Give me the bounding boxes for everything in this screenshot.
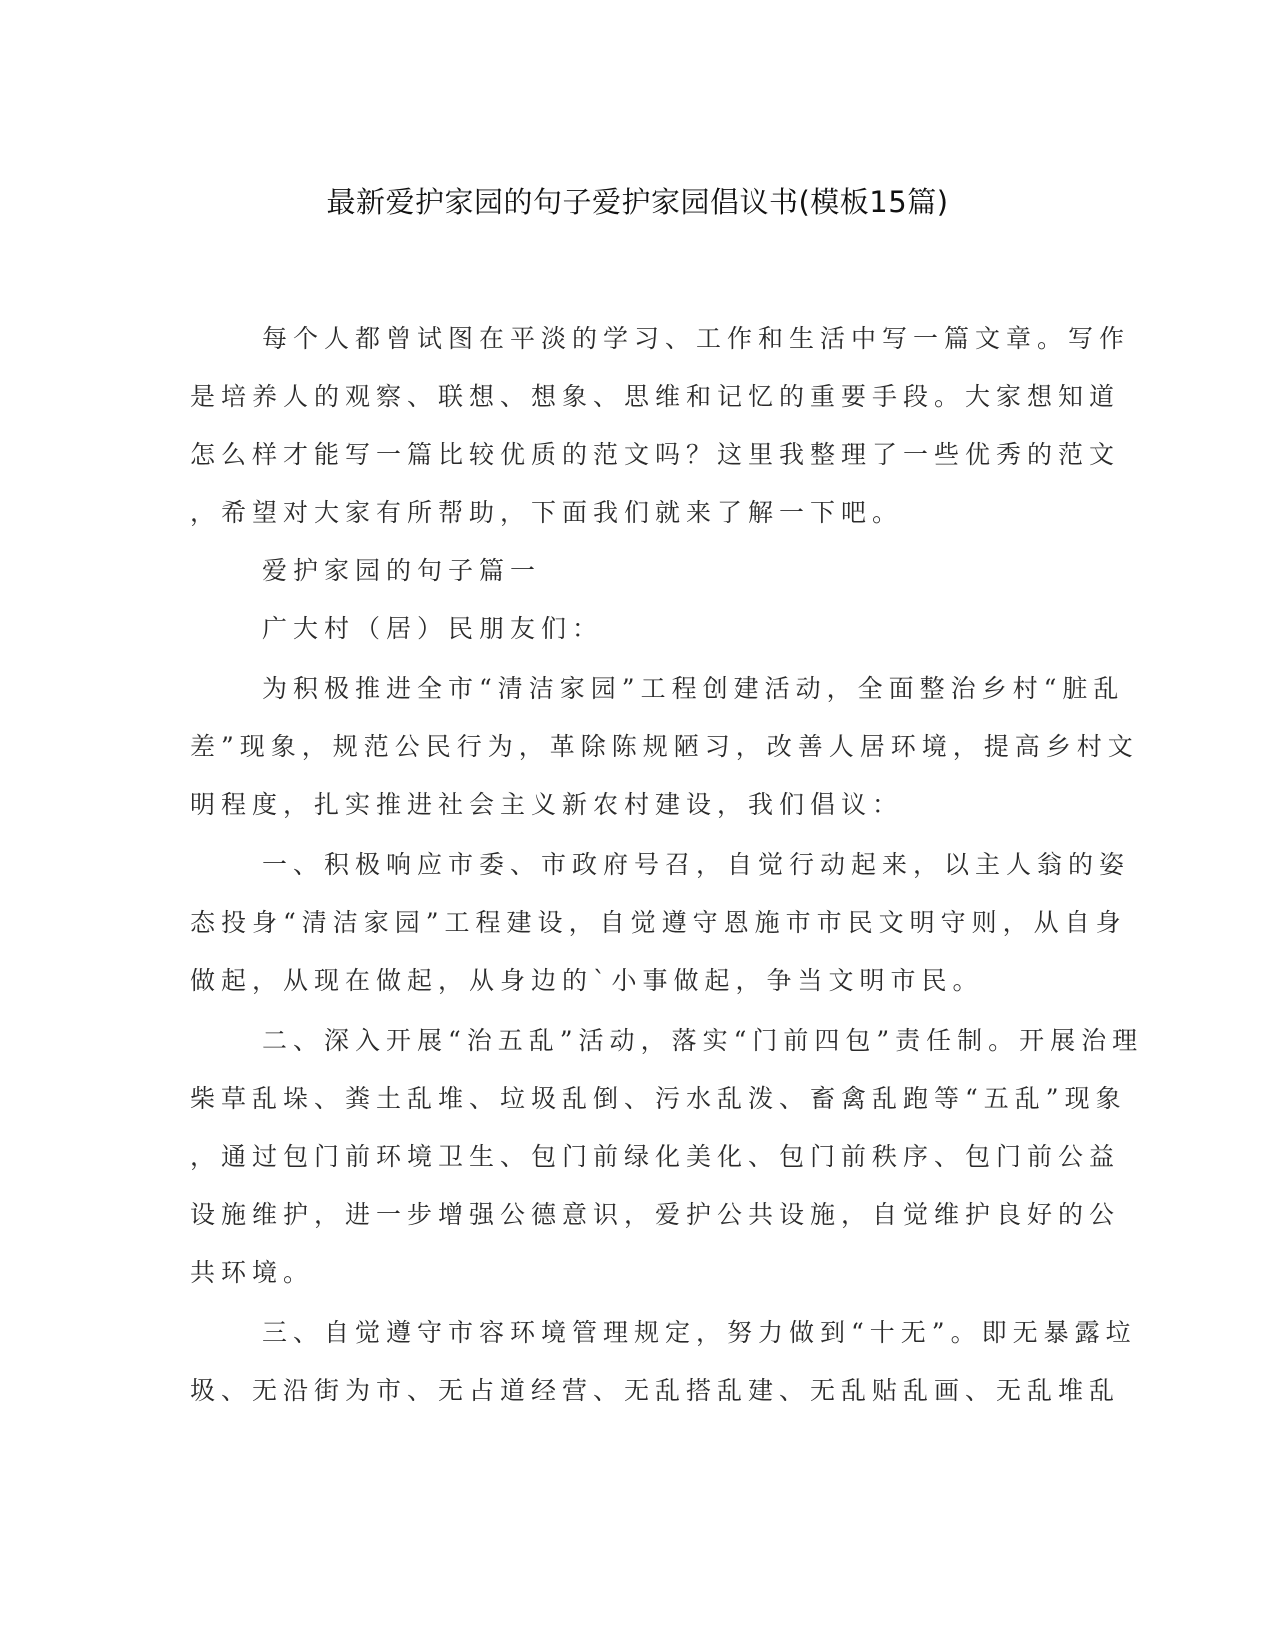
section-heading: 爱护家园的句子篇一 bbox=[262, 556, 542, 585]
paragraph-line: 为积极推进全市“清洁家园”工程创建活动，全面整治乡村“脏乱 bbox=[262, 674, 1125, 703]
paragraph-line: 柴草乱垛、粪土乱堆、垃圾乱倒、污水乱泼、畜禽乱跑等“五乱”现象 bbox=[190, 1084, 1127, 1113]
paragraph-line: 明程度，扎实推进社会主义新农村建设，我们倡议： bbox=[190, 790, 904, 819]
paragraph-line: 差”现象，规范公民行为，革除陈规陋习，改善人居环境，提高乡村文 bbox=[190, 732, 1139, 761]
paragraph-line: ，希望对大家有所帮助，下面我们就来了解一下吧。 bbox=[190, 498, 904, 527]
paragraph-line: 二、深入开展“治五乱”活动，落实“门前四包”责任制。开展治理 bbox=[262, 1026, 1144, 1055]
document-title: 最新爱护家园的句子爱护家园倡议书(模板15篇) bbox=[326, 185, 949, 219]
paragraph-line: 怎么样才能写一篇比较优质的范文吗？这里我整理了一些优秀的范文 bbox=[190, 440, 1121, 469]
paragraph-line: 三、自觉遵守市容环境管理规定，努力做到“十无”。即无暴露垃 bbox=[262, 1318, 1137, 1347]
paragraph-line: 态投身“清洁家园”工程建设，自觉遵守恩施市市民文明守则，从自身 bbox=[190, 908, 1127, 937]
paragraph-line: 是培养人的观察、联想、想象、思维和记忆的重要手段。大家想知道 bbox=[190, 382, 1121, 411]
salutation: 广大村（居）民朋友们： bbox=[262, 614, 604, 643]
paragraph-line: 一、积极响应市委、市政府号召，自觉行动起来，以主人翁的姿 bbox=[262, 850, 1131, 879]
paragraph-line: 圾、无沿街为市、无占道经营、无乱搭乱建、无乱贴乱画、无乱堆乱 bbox=[190, 1376, 1121, 1405]
paragraph-line: 每个人都曾试图在平淡的学习、工作和生活中写一篇文章。写作 bbox=[262, 324, 1131, 353]
paragraph-line: 设施维护，进一步增强公德意识，爱护公共设施，自觉维护良好的公 bbox=[190, 1200, 1121, 1229]
paragraph-line: 做起，从现在做起，从身边的`小事做起，争当文明市民。 bbox=[190, 966, 984, 995]
paragraph-line: ，通过包门前环境卫生、包门前绿化美化、包门前秩序、包门前公益 bbox=[190, 1142, 1121, 1171]
paragraph-line: 共环境。 bbox=[190, 1258, 315, 1287]
